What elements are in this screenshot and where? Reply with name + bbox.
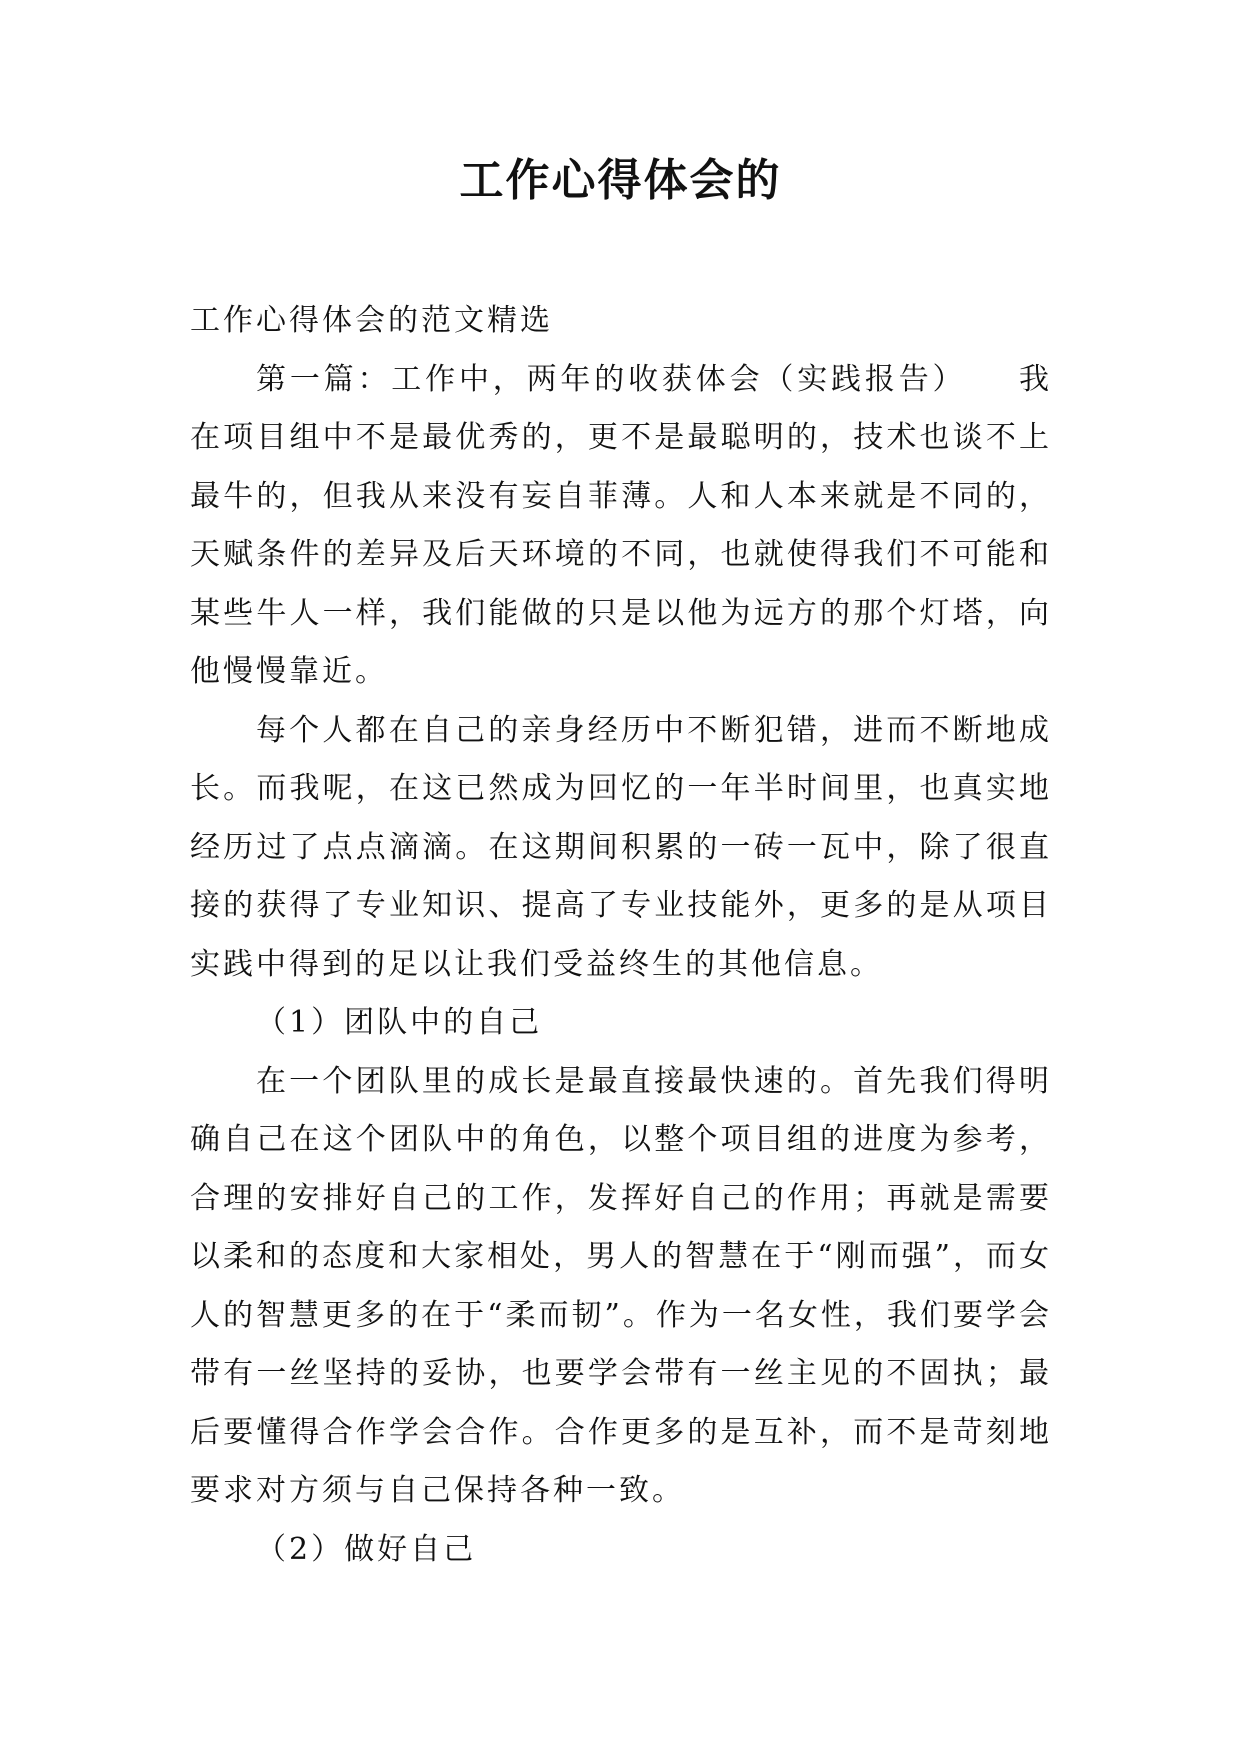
document-body — [190, 292, 1052, 1579]
section-heading-self: （2）做好自己 — [256, 1531, 477, 1567]
paragraph-1: 第一篇：工作中，两年的收获体会（实践报告） 我在项目组中不是最优秀的，更不是最聪明的，技术也谈不上最牛的，但我从来没有妄自菲薄。人和人本来就是不同的，天赋条件的差异及后天环境的不同，也就使得我们不可能和某些牛人一样，我们能做的只是以他为远方的那个灯塔，向他慢慢靠近。 — [190, 361, 1052, 689]
paragraph-2: 每个人都在自己的亲身经历中不断犯错，进而不断地成长。而我呢，在这已然成为回忆的一年半时间里，也真实地经历过了点点滴滴。在这期间积累的一砖一瓦中，除了很直接的获得了专业知识、提高了专业技能外，更多的是从项目实践中得到的足以让我们受益终生的其他信息。 — [190, 712, 1052, 982]
document-title: 工作心得体会的 — [459, 155, 782, 206]
section-heading-team: （1）团队中的自己 — [256, 1005, 543, 1040]
document-subtitle: 工作心得体会的范文精选 — [190, 303, 553, 338]
paragraph-3: 在一个团队里的成长是最直接最快速的。首先我们得明确自己在这个团队中的角色，以整个项目组的进度为参考，合理的安排好自己的工作，发挥好自己的作用；再就是需要以柔和的态度和大家相处，男人的智慧在于“刚而强”，而女人的智慧更多的在于“柔而韧”。作为一名女性，我们要学会带有一丝坚持的妥协，也要学会带有一丝主见的不固执；最后要懂得合作学会合作。合作更多的是互补，而不是苛刻地要求对方须与自己保持各种一致。 — [190, 1063, 1052, 1508]
